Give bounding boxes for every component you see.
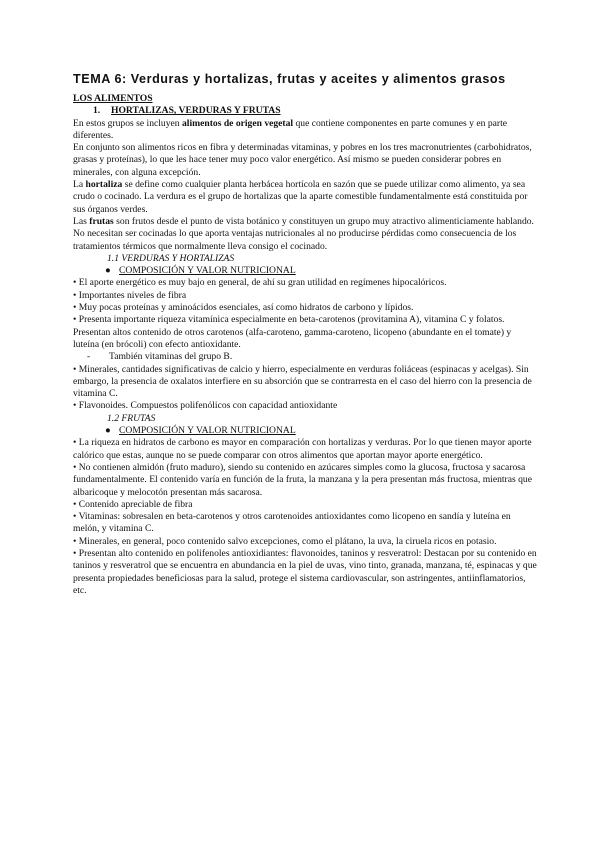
- bold-phrase: hortaliza: [85, 179, 123, 191]
- list-item: • Importantes niveles de fibra: [73, 289, 187, 301]
- bold-phrase: alimentos de origen vegetal: [181, 117, 294, 129]
- frutas-heading: 1.2 FRUTAS: [107, 412, 156, 424]
- verduras-composicion-heading: ● COMPOSICIÓN Y VALOR NUTRICIONAL: [105, 265, 296, 277]
- bold-phrase: frutas: [89, 215, 114, 227]
- list-item: • No contienen almidón (fruto maduro), siendo su contenido en azúcares simples como la glucosa, fructosa y sacarosa fundamentalmente. El contenido varía en función de la fruta, la manzana y la pera presentan más fructosa, mientras que albaricoque y melocotón presentan más sacarosa.: [73, 461, 532, 498]
- intro-paragraph-1: En estos grupos se incluyen alimentos de origen vegetal que contiene componentes en parte comunes y en parte diferentes.: [73, 117, 508, 141]
- verduras-heading: 1.1 VERDURAS Y HORTALIZAS: [107, 252, 235, 264]
- frutas-composicion-heading: ● COMPOSICIÓN Y VALOR NUTRICIONAL: [105, 425, 296, 437]
- bullet-icon: ●: [105, 265, 111, 277]
- list-item: • El aporte energético es muy bajo en general, de ahí su gran utilidad en regímenes hipocalóricos.: [73, 277, 447, 289]
- list-item: • Presentan alto contenido en polifenoles antioxidiantes: flavonoides, taninos y resveratrol: Destacan por su contenido en taninos y resveratrol que se encuentra en abundancia en la piel de uvas, vino tinto, granada, manzana, té, espinacas y que presenta propiedades beneficiosas para la salud, protege el sistema cardiovascular, son astringentes, antiinflamatorios, etc.: [73, 547, 537, 596]
- intro-paragraph-2: En conjunto son alimentos ricos en fibra y determinadas vitaminas, y pobres en los tres macronutrientes (carbohidratos, grasas y proteínas), lo que les hace tener muy poco valor energético. Así mismo se pueden considerar pobres en minerales, con alguna excepción.: [73, 142, 532, 178]
- list-item: • Minerales, cantidades significativas de calcio y hierro, especialmente en verduras foliáceas (espinacas y acelgas). Sin embargo, la presencia de oxalatos interfiere en su absorción que se contrarresta en el caso del hierro con la presencia de vitamina C.: [73, 363, 532, 400]
- subsection-label: HORTALIZAS, VERDURAS Y FRUTAS: [111, 105, 281, 117]
- intro-paragraph-3: La hortaliza se define como cualquier planta herbácea hortícola en sazón que se puede utilizar como alimento, ya sea crudo o cocinado. La verdura es el grupo de hortalizas que la aparte comestible fundamentalmente está constituida por sus órganos verdes.: [73, 179, 528, 215]
- list-item: • Vitaminas: sobresalen en beta-carotenos y otros carotenoides antioxidantes como licopeno en sandía y luteína en melón, y vitamina C.: [73, 511, 511, 535]
- dash-list-item: - También vitaminas del grupo B.: [87, 351, 233, 363]
- dash-marker: -: [87, 351, 91, 363]
- bullet-icon: ●: [105, 425, 111, 437]
- list-item: • Muy pocas proteínas y aminoácidos esenciales, así como hidratos de carbono y lípidos.: [73, 302, 414, 314]
- list-item: • La riqueza en hidratos de carbono es mayor en comparación con hortalizas y verduras. Por lo que tienen mayor aporte calórico que estas, aunque no se puede comparar con otros alimentos que aportan mayor aporte energético.: [73, 437, 532, 461]
- list-item: • Contenido apreciable de fibra: [73, 498, 193, 510]
- list-item: • Presenta importante riqueza vitamínica especialmente en beta-carotenos (provitamina A), vitamina C y folatos. Presentan altos contenido de otros carotenos (alfa-caroteno, gamma-caroteno, licopeno (abundante en el tomate) y luteína (en brócoli) con efecto antioxidante.: [73, 314, 512, 350]
- document-body: [73, 93, 539, 597]
- section-heading: LOS ALIMENTOS: [73, 93, 153, 104]
- subsection-number: 1.: [93, 105, 101, 117]
- subsection-heading: [73, 105, 539, 117]
- intro-paragraph-4: Las frutas son frutos desde el punto de vista botánico y constituyen un grupo muy atractivo alimenticiamente hablando. No necesitan ser cocinadas lo que aporta ventajas nutricionales al no producirse pérdidas como consecuencia de los tratamientos térmicos que normalmente lleva consigo el cocinado.: [73, 215, 534, 252]
- list-item: • Minerales, en general, poco contenido salvo excepciones, como el plátano, la uva, la ciruela ricos en potasio.: [73, 535, 497, 547]
- document-title: TEMA 6: Verduras y hortalizas, frutas y aceites y alimentos grasos: [73, 72, 506, 86]
- list-item: • Flavonoides. Compuestos polifenólicos con capacidad antioxidante: [73, 400, 338, 412]
